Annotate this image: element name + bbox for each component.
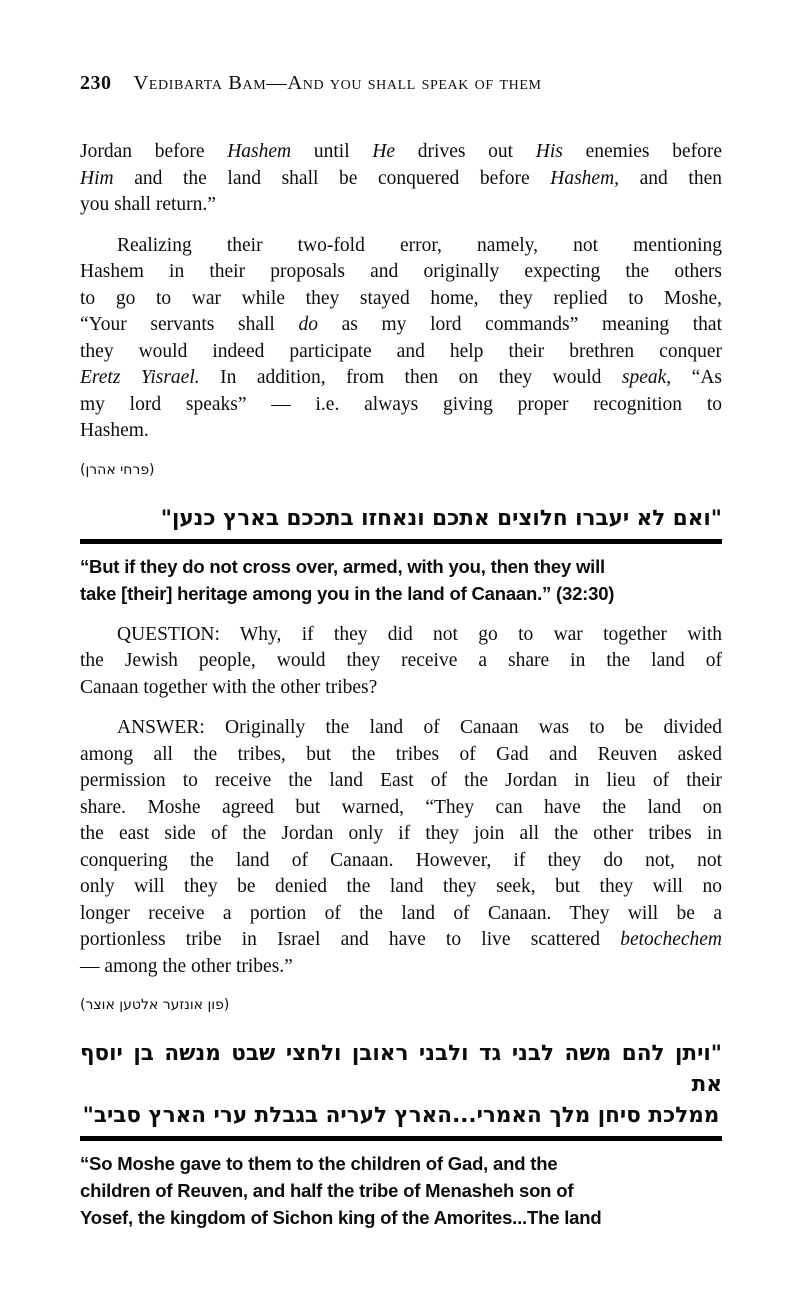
- book-title: Vedibarta Bam—And you shall speak of them: [133, 72, 542, 94]
- source-citation-fun-unzer-alten-oitzer: (פון אונזער אלטען אוצר): [80, 997, 230, 1013]
- hebrew-verse-header-1: "ואם לא יעברו חלוצים אתכם ונאחזו בתככם בארץ כנען": [160, 505, 722, 531]
- intro-paragraph-1: Jordan before Hashem until He drives out His enemies before Him and the land shall be conquered before Hashem, and then you shall return.”: [80, 141, 723, 215]
- verse-translation-2: “So Moshe gave to them to the children of Gad, and the children of Reuven, and half the tribe of Menasheh son of Yosef, the kingdom of Sichon king of the Amorites...The land: [80, 1153, 602, 1228]
- hebrew-verse-line-2: ממלכת סיחן מלך האמרי...הארץ לעריה בגבלת ערי הארץ סביב": [82, 1103, 720, 1128]
- section-divider-rule-2: [80, 1136, 722, 1141]
- section-divider-rule-1: [80, 539, 722, 544]
- question-paragraph: QUESTION: Why, if they did not go to war together with the Jewish people, would they receive a share in the land of Canaan together with the other tribes?: [80, 623, 722, 698]
- hebrew-verse-line-1: "ויתן להם משה לבני גד ולבני ראובן ולחצי שבט מנשה בן יוסף את: [80, 1041, 722, 1097]
- page-number: 230: [80, 72, 112, 94]
- intro-paragraph-2: Realizing their two-fold error, namely, not mentioning Hashem in their proposals and originally expecting the others to go to war while they stayed home, they replied to Moshe, “Your servants shall do as my lord commands” meaning that they would indeed participate and help their brethren conquer Eretz Yisrael. In addition, from then on they would speak, “As my lord speaks” — i.e. always giving proper recognition to Hashem.: [80, 234, 722, 441]
- answer-paragraph: ANSWER: Originally the land of Canaan was to be divided among all the tribes, but the tribes of Gad and Reuven asked permission to receive the land East of the Jordan in lieu of their share. Moshe agreed but warned, “They can have the land on the east side of the Jordan only if they join all the other tribes in conquering the land of Canaan. However, if they do not, not only will they be denied the land they seek, but they will no longer receive a portion of the land of Canaan. They will be a portionless tribe in Israel and have to live scattered betochechem — among the other tribes.”: [80, 717, 722, 977]
- running-header: [80, 72, 722, 95]
- hebrew-verse-header-2: [80, 1038, 722, 1131]
- source-citation-pirchei-aharon: (פרחי אהרן): [80, 461, 155, 478]
- verse-translation-1: “But if they do not cross over, armed, with you, then they will take [their] heritage among you in the land of Canaan.” (32:30): [80, 555, 615, 604]
